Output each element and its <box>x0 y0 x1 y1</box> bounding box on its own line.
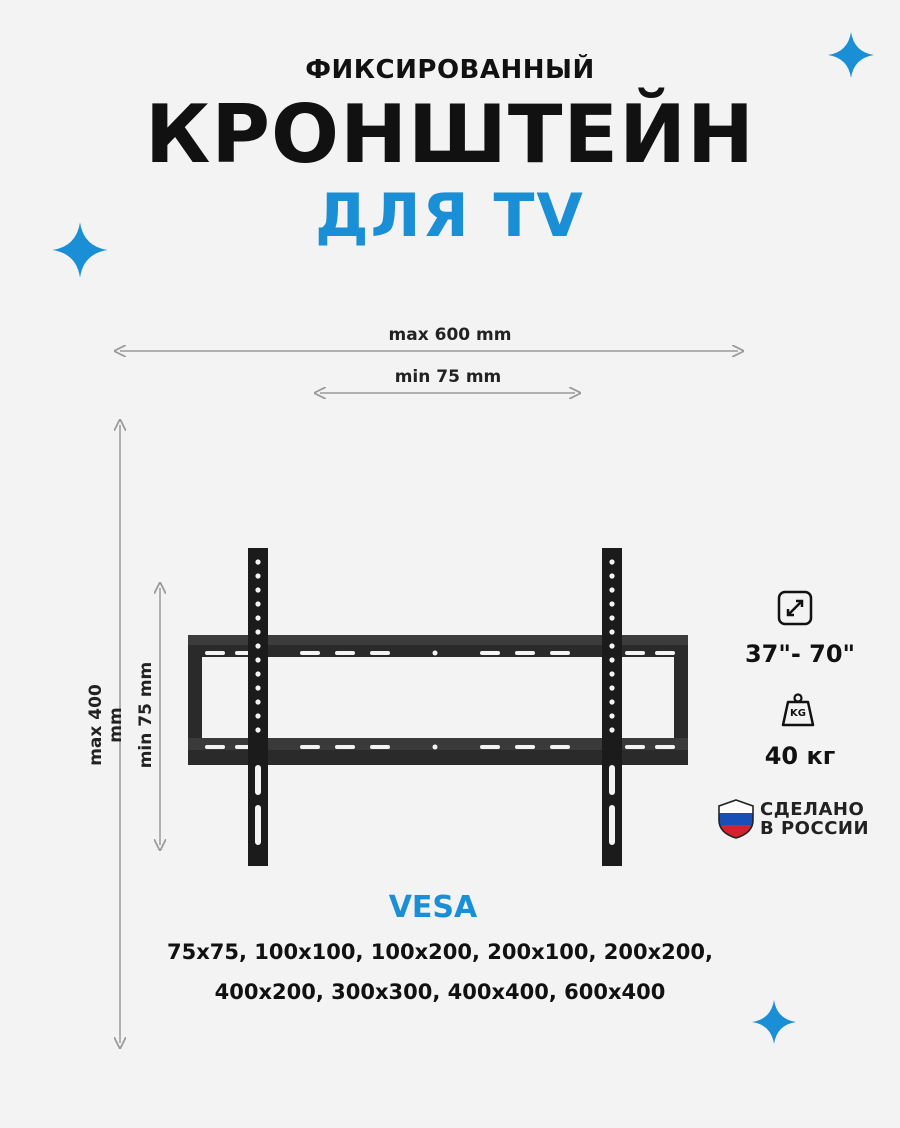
russia-flag-shield-icon <box>716 798 756 840</box>
vesa-title: VESA <box>388 890 478 925</box>
product-subtitle: ФИКСИРОВАННЫЙ <box>305 55 595 85</box>
made-in-label-1: СДЕЛАНО <box>760 799 865 820</box>
screen-size-icon <box>777 590 813 626</box>
min-width-label: min 75 mm <box>394 367 502 387</box>
vesa-list-line-2: 400x200, 300x300, 400x400, 600x400 <box>214 980 666 1004</box>
min-height-label: min 75 mm <box>136 661 156 769</box>
made-in-label-2: В РОССИИ <box>760 818 870 839</box>
max-weight: 40 кг <box>764 742 836 770</box>
weight-icon-label: KG <box>790 708 806 719</box>
product-title: КРОНШТЕЙН <box>145 88 755 181</box>
product-title-accent: ДЛЯ TV <box>315 181 585 251</box>
bracket-illustration <box>180 540 700 870</box>
vesa-list-line-1: 75x75, 100x100, 100x200, 200x100, 200x200, <box>167 940 713 964</box>
max-height-label: max 400 mm <box>86 684 126 766</box>
max-width-label: max 600 mm <box>388 325 512 345</box>
diagonal-range: 37"- 70" <box>744 640 856 668</box>
